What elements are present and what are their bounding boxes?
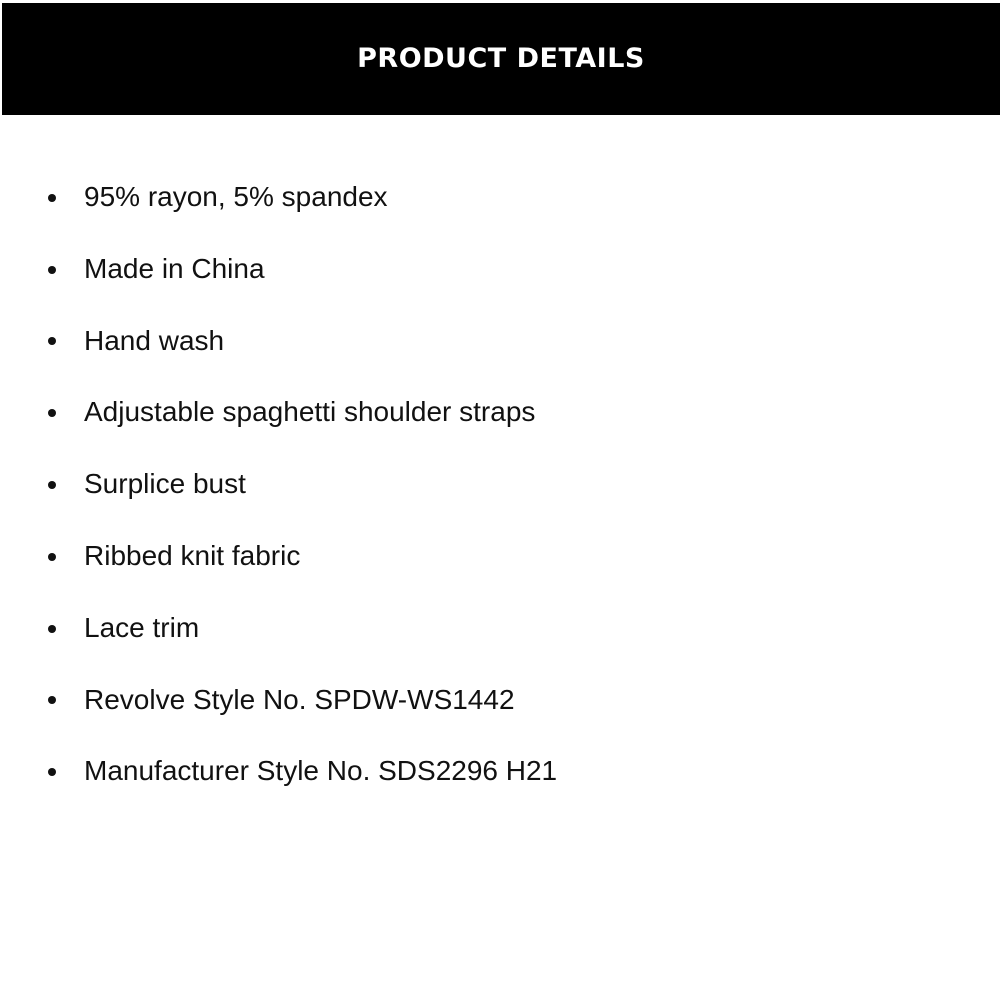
detail-text: Made in China bbox=[84, 252, 265, 284]
detail-text: Hand wash bbox=[84, 324, 225, 356]
detail-text: Revolve Style No. SPDW-WS1442 bbox=[84, 683, 515, 715]
bullet-icon bbox=[48, 409, 56, 417]
list-item bbox=[0, 520, 1000, 592]
detail-text: Adjustable spaghetti shoulder straps bbox=[84, 396, 536, 428]
list-item bbox=[0, 376, 1000, 448]
list-item bbox=[0, 735, 1000, 807]
list-item bbox=[0, 448, 1000, 520]
product-details-header bbox=[2, 3, 1000, 115]
list-item bbox=[0, 305, 1000, 377]
list-item bbox=[0, 161, 1000, 233]
detail-text: Manufacturer Style No. SDS2296 H21 bbox=[84, 755, 558, 787]
bullet-icon bbox=[48, 266, 56, 274]
detail-text: Ribbed knit fabric bbox=[84, 539, 301, 571]
list-item bbox=[0, 664, 1000, 736]
bullet-icon bbox=[48, 337, 56, 345]
list-item bbox=[0, 592, 1000, 664]
detail-text: Lace trim bbox=[84, 611, 200, 643]
bullet-icon bbox=[48, 194, 56, 202]
header-title: PRODUCT DETAILS bbox=[357, 42, 645, 74]
bullet-icon bbox=[48, 625, 56, 633]
detail-text: 95% rayon, 5% spandex bbox=[84, 181, 388, 212]
bullet-icon bbox=[48, 481, 56, 489]
bullet-icon bbox=[48, 696, 56, 704]
bullet-icon bbox=[48, 553, 56, 561]
list-item bbox=[0, 233, 1000, 305]
product-details-list bbox=[0, 161, 1000, 807]
detail-text: Surplice bust bbox=[84, 468, 246, 500]
bullet-icon bbox=[48, 768, 56, 776]
